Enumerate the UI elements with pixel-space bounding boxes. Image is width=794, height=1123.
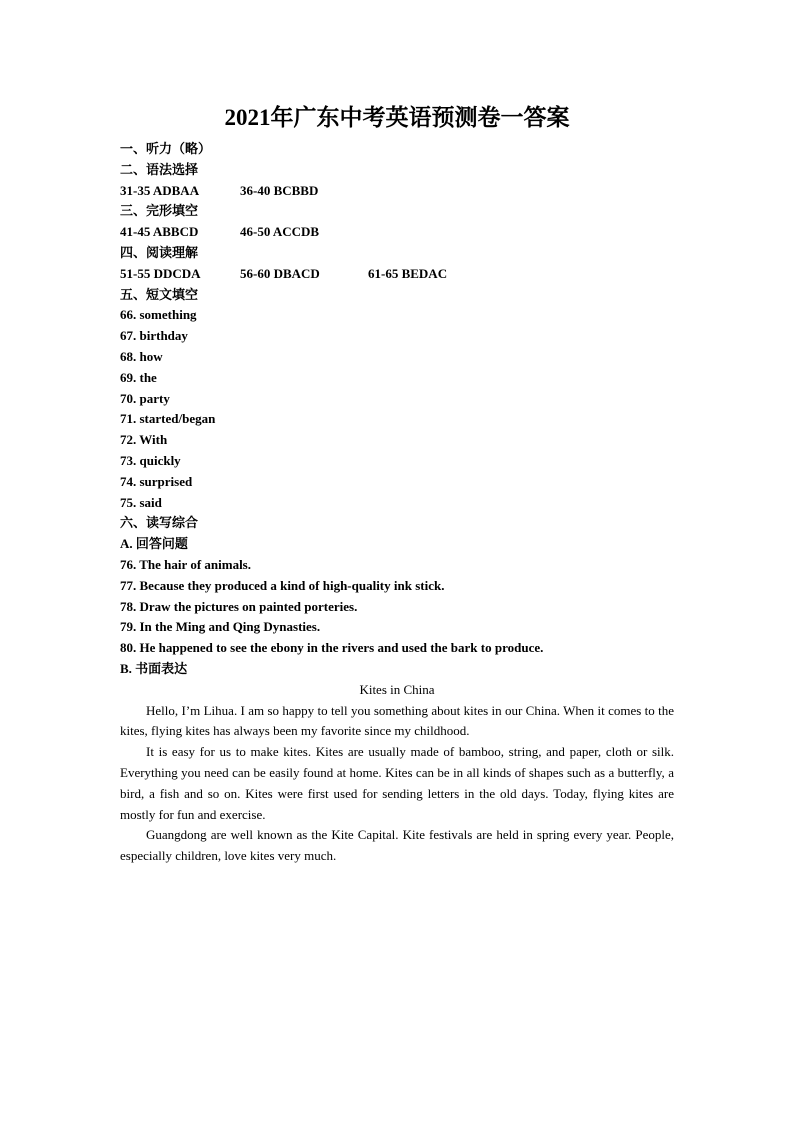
list-item: 68. how — [120, 348, 163, 364]
part-a-heading: A. 回答问题 — [120, 536, 188, 552]
section-cloze-heading: 三、完形填空 — [120, 203, 199, 219]
list-item: 71. started/began — [120, 411, 216, 427]
list-item: 70. party — [120, 390, 170, 406]
essay-title: Kites in China — [359, 681, 435, 697]
page-title: 2021年广东中考英语预测卷一答案 — [224, 105, 570, 130]
cloze-answers — [120, 222, 674, 243]
essay-paragraph: It is easy for us to make kites. Kites are usually made of bamboo, string, and paper, cloth or silk. Everything you need can be easily found at home. Kites can be in all kinds of shapes such as a butterfly, a bird, a fish and so on. Kites were first used for sending letters in the old days. Today, flying kites are mostly for fun and exercise. — [120, 744, 674, 822]
section-reading-writing-heading: 六、读写综合 — [120, 515, 199, 531]
answer-group: 36-40 BCBBD — [240, 182, 319, 198]
part-b-heading: B. 书面表达 — [120, 660, 188, 676]
answer-group: 41-45 ABBCD — [120, 224, 199, 240]
list-item: 79. In the Ming and Qing Dynasties. — [120, 619, 321, 635]
reading-answers — [120, 264, 674, 285]
list-item: 75. said — [120, 494, 162, 510]
list-item: 76. The hair of animals. — [120, 556, 251, 572]
section-reading-heading: 四、阅读理解 — [120, 244, 199, 260]
list-item: 73. quickly — [120, 452, 181, 468]
section-grammar-heading: 二、语法选择 — [120, 161, 199, 177]
essay-paragraph: Guangdong are well known as the Kite Capital. Kite festivals are held in spring every year. People, especially children, love kites very much. — [120, 827, 674, 864]
section-listening-heading: 一、听力（略） — [120, 141, 212, 156]
list-item: 74. surprised — [120, 473, 193, 489]
list-item: 67. birthday — [120, 328, 188, 344]
essay-paragraph: Hello, I’m Lihua. I am so happy to tell you something about kites in our China. When it comes to the kites, flying kites has always been my favorite since my childhood. — [120, 702, 674, 739]
answer-content — [120, 139, 674, 867]
answer-group: 51-55 DDCDA — [120, 265, 201, 281]
grammar-answers — [120, 181, 674, 202]
answer-group: 46-50 ACCDB — [240, 224, 320, 240]
list-item: 69. the — [120, 369, 157, 385]
answer-group: 31-35 ADBAA — [120, 182, 200, 198]
list-item: 72. With — [120, 432, 168, 448]
section-passage-fill-heading: 五、短文填空 — [120, 286, 199, 302]
answer-group: 56-60 DBACD — [240, 265, 320, 281]
list-item: 66. something — [120, 307, 197, 323]
answer-group: 61-65 BEDAC — [368, 265, 448, 281]
list-item: 80. He happened to see the ebony in the rivers and used the bark to produce. — [120, 640, 544, 656]
list-item: 77. Because they produced a kind of high-quality ink stick. — [120, 577, 445, 593]
list-item: 78. Draw the pictures on painted porteries. — [120, 598, 358, 614]
